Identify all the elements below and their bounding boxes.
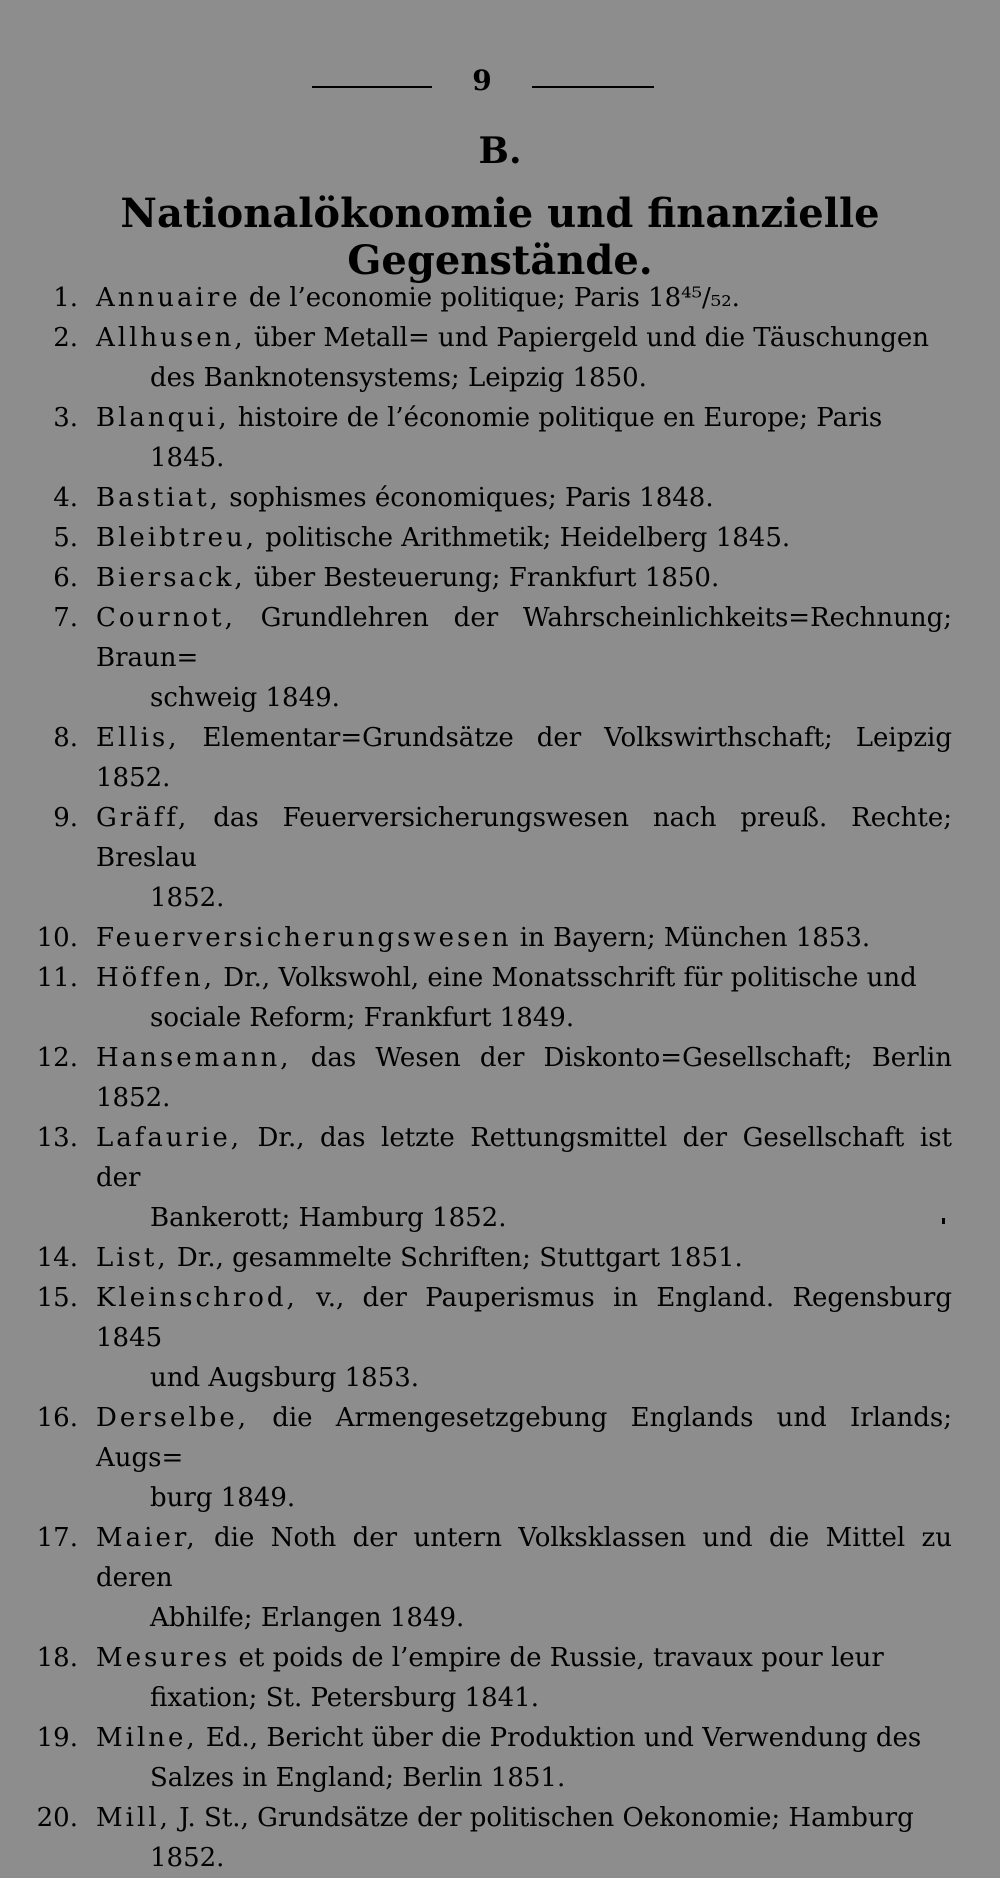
entry-text bbox=[96, 958, 952, 1038]
entry-text bbox=[96, 1038, 952, 1118]
entry-number: 18. bbox=[36, 1643, 78, 1673]
section-letter: B. bbox=[478, 130, 522, 172]
entry-author: Bastiat, bbox=[96, 483, 221, 513]
page-number: 9 bbox=[472, 64, 492, 97]
entry-text bbox=[96, 1798, 952, 1878]
header-rule-right bbox=[532, 86, 654, 88]
entry-number: 2. bbox=[53, 323, 78, 353]
list-item bbox=[0, 278, 1000, 318]
list-item bbox=[0, 958, 1000, 1038]
entry-text bbox=[96, 1718, 952, 1798]
entry-continuation: 1845. bbox=[150, 443, 225, 473]
entry-details: Dr., Volkswohl, eine Monatsschrift für politische und bbox=[214, 963, 917, 993]
entry-author: Mesures bbox=[96, 1643, 231, 1673]
list-item bbox=[0, 1638, 1000, 1718]
entry-continuation: fixation; St. Petersburg 1841. bbox=[150, 1683, 539, 1713]
entry-text bbox=[96, 478, 952, 518]
entry-continuation: schweig 1849. bbox=[150, 683, 340, 713]
entry-number: 7. bbox=[53, 603, 78, 633]
entry-author: Lafaurie, bbox=[96, 1123, 243, 1153]
entry-details: histoire de l’économie politique en Europe; Paris bbox=[229, 403, 883, 433]
entry-continuation: Salzes in England; Berlin 1851. bbox=[150, 1763, 566, 1793]
entry-number: 3. bbox=[53, 403, 78, 433]
list-item bbox=[0, 558, 1000, 598]
list-item bbox=[0, 478, 1000, 518]
entry-text bbox=[96, 1518, 952, 1638]
entry-text bbox=[96, 1118, 952, 1238]
entry-number: 12. bbox=[36, 1043, 78, 1073]
entry-details: sophismes économiques; Paris 1848. bbox=[220, 483, 714, 513]
list-item bbox=[0, 1718, 1000, 1798]
entry-text bbox=[96, 1278, 952, 1398]
entry-details: über Metall= und Papiergeld und die Täuschungen bbox=[245, 323, 930, 353]
entry-number: 11. bbox=[36, 963, 78, 993]
list-item bbox=[0, 1238, 1000, 1278]
entry-continuation: des Banknotensystems; Leipzig 1850. bbox=[150, 363, 647, 393]
entry-author: Feuerversicherungswesen bbox=[96, 923, 512, 953]
list-item bbox=[0, 1798, 1000, 1878]
entry-details: Dr., das letzte Rettungsmittel der Gesellschaft ist der bbox=[96, 1123, 952, 1193]
entry-author: Annuaire bbox=[96, 283, 241, 313]
entry-author: Milne, bbox=[96, 1723, 198, 1753]
list-item bbox=[0, 798, 1000, 918]
entry-text bbox=[96, 318, 952, 398]
entry-number: 15. bbox=[36, 1283, 78, 1313]
entry-details: Dr., gesammelte Schriften; Stuttgart 1851. bbox=[168, 1243, 743, 1273]
entry-text bbox=[96, 398, 952, 478]
entry-details: v., der Pauperismus in England. Regensburg 1845 bbox=[96, 1283, 952, 1353]
entry-details: politische Arithmetik; Heidelberg 1845. bbox=[257, 523, 791, 553]
entry-author: Blanqui, bbox=[96, 403, 230, 433]
entry-number: 13. bbox=[36, 1123, 78, 1153]
entry-details: über Besteuerung; Frankfurt 1850. bbox=[245, 563, 720, 593]
entry-continuation: und Augsburg 1853. bbox=[150, 1363, 420, 1393]
list-item bbox=[0, 598, 1000, 718]
entry-number: 17. bbox=[36, 1523, 78, 1553]
list-item bbox=[0, 1398, 1000, 1518]
entry-continuation: burg 1849. bbox=[150, 1483, 296, 1513]
entry-number: 14. bbox=[36, 1243, 78, 1273]
entry-author: Ellis, bbox=[96, 723, 180, 753]
entry-author: Hansemann, bbox=[96, 1043, 292, 1073]
entry-continuation: sociale Reform; Frankfurt 1849. bbox=[150, 1003, 575, 1033]
entry-author: Kleinschrod, bbox=[96, 1283, 298, 1313]
entry-number: 10. bbox=[36, 923, 78, 953]
entry-details: et poids de l’empire de Russie, travaux pour leur bbox=[230, 1643, 884, 1673]
entry-number: 16. bbox=[36, 1403, 78, 1433]
entry-details: in Bayern; München 1853. bbox=[511, 923, 871, 953]
entry-author: Mill, bbox=[96, 1803, 171, 1833]
header-rule-left bbox=[312, 86, 432, 88]
section-title: Nationalökonomie und finanzielle Gegenstände. bbox=[120, 190, 880, 284]
entry-number: 8. bbox=[53, 723, 78, 753]
entry-text bbox=[96, 798, 952, 918]
entry-text bbox=[96, 598, 952, 718]
list-item bbox=[0, 398, 1000, 478]
entry-number: 6. bbox=[53, 563, 78, 593]
entry-continuation: 1852. bbox=[150, 883, 225, 913]
entry-number: 4. bbox=[53, 483, 78, 513]
list-item bbox=[0, 518, 1000, 558]
entry-author: Derselbe, bbox=[96, 1403, 250, 1433]
entry-author: Biersack, bbox=[96, 563, 246, 593]
entry-text bbox=[96, 518, 952, 558]
entry-details: Grundlehren der Wahrscheinlichkeits=Rechnung; Braun= bbox=[96, 603, 952, 673]
entry-author: Allhusen, bbox=[96, 323, 246, 353]
entry-details: Elementar=Grundsätze der Volkswirthschaft; Leipzig 1852. bbox=[96, 723, 952, 793]
list-item bbox=[0, 1518, 1000, 1638]
entry-continuation: Bankerott; Hamburg 1852. bbox=[150, 1203, 507, 1233]
entry-author: Gräff, bbox=[96, 803, 190, 833]
bibliography-list bbox=[0, 278, 1000, 1878]
entry-details: die Noth der untern Volksklassen und die Mittel zu deren bbox=[96, 1523, 952, 1593]
entry-number: 5. bbox=[53, 523, 78, 553]
entry-text bbox=[96, 1398, 952, 1518]
entry-author: List, bbox=[96, 1243, 169, 1273]
entry-text bbox=[96, 918, 952, 958]
page-header bbox=[0, 64, 1000, 104]
list-item bbox=[0, 718, 1000, 798]
entry-details: Ed., Bericht über die Produktion und Verwendung des bbox=[197, 1723, 922, 1753]
list-item bbox=[0, 1038, 1000, 1118]
stray-mark bbox=[942, 1218, 945, 1224]
entry-details: J. St., Grundsätze der politischen Oekonomie; Hamburg bbox=[170, 1803, 914, 1833]
list-item bbox=[0, 318, 1000, 398]
entry-text bbox=[96, 558, 952, 598]
entry-author: Maier, bbox=[96, 1523, 198, 1553]
entry-details: das Wesen der Diskonto=Gesellschaft; Berlin 1852. bbox=[96, 1043, 952, 1113]
entry-number: 1. bbox=[53, 283, 78, 313]
entry-author: Bleibtreu, bbox=[96, 523, 258, 553]
entry-number: 9. bbox=[53, 803, 78, 833]
entry-details: die Armengesetzgebung Englands und Irlands; Augs= bbox=[96, 1403, 952, 1473]
entry-continuation: 1852. bbox=[150, 1843, 225, 1873]
entry-number: 20. bbox=[36, 1803, 78, 1833]
entry-text bbox=[96, 278, 952, 318]
list-item bbox=[0, 1118, 1000, 1238]
list-item bbox=[0, 918, 1000, 958]
entry-text bbox=[96, 1638, 952, 1718]
entry-details: de l’economie politique; Paris 18⁴⁵/₅₂. bbox=[240, 283, 740, 313]
entry-number: 19. bbox=[36, 1723, 78, 1753]
entry-continuation: Abhilfe; Erlangen 1849. bbox=[150, 1603, 465, 1633]
entry-author: Cournot, bbox=[96, 603, 236, 633]
entry-author: Höffen, bbox=[96, 963, 215, 993]
entry-text bbox=[96, 1238, 952, 1278]
list-item bbox=[0, 1278, 1000, 1398]
entry-details: das Feuerversicherungswesen nach preuß. Rechte; Breslau bbox=[96, 803, 952, 873]
entry-text bbox=[96, 718, 952, 798]
